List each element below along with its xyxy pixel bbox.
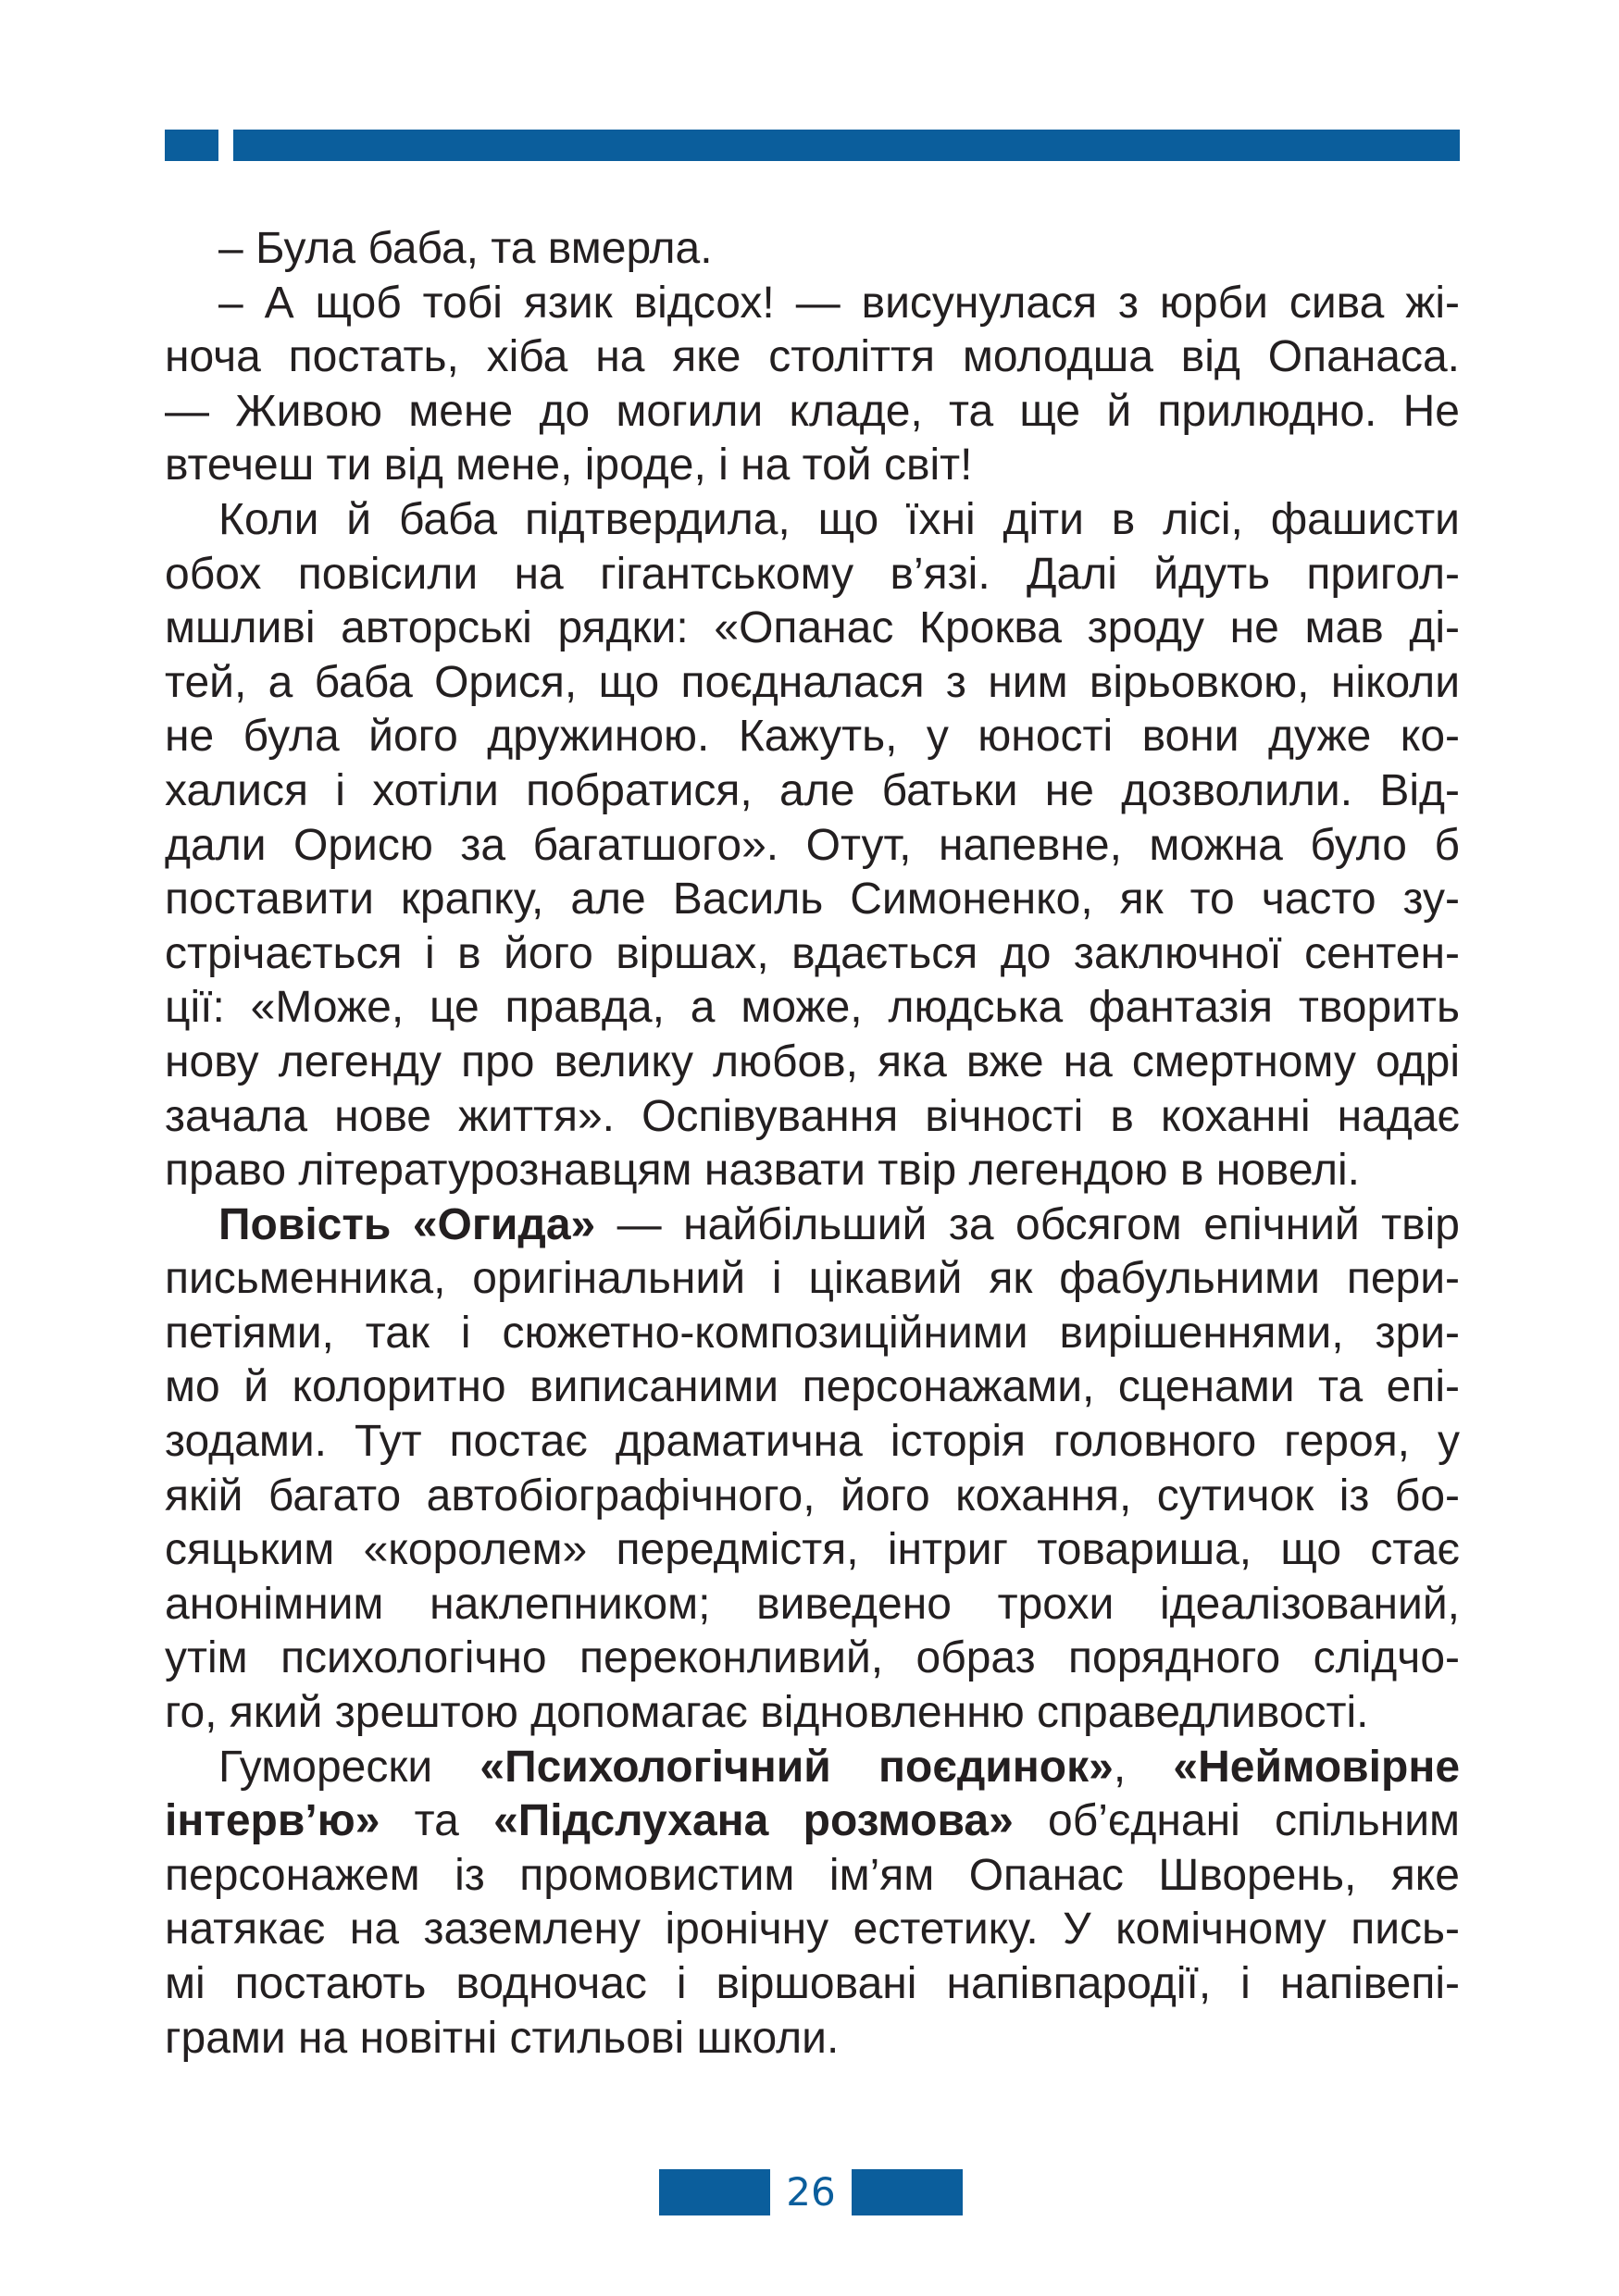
- text-segment: — найбільший за обсягом епічний твір: [595, 1199, 1460, 1249]
- text-line: [165, 819, 1460, 874]
- text-segment: об’єднані спільним: [1013, 1796, 1461, 1846]
- text-line: [165, 764, 1460, 819]
- text-line: [165, 656, 1460, 711]
- text-line: [165, 493, 1460, 548]
- text-segment: го, який зрештою допомагає відновленню справедливості.: [165, 1688, 1369, 1738]
- page-footer: [659, 2169, 963, 2215]
- bold-title: «Психологічний поєдинок»: [479, 1742, 1114, 1792]
- text-line: [165, 1198, 1460, 1253]
- text-segment: тей, а баба Орися, що поєдналася з ним вірьовкою, ніколи: [165, 657, 1460, 707]
- text-segment: сяцьким «королем» передмістя, інтриг товариша, що стає: [165, 1525, 1460, 1575]
- text-line: [165, 873, 1460, 927]
- text-segment: – А щоб тобі язик відсох! — висунулася з юрби сива жі-: [218, 278, 1460, 328]
- text-segment: якій багато автобіографічного, його кохання, сутичок із бо-: [165, 1471, 1460, 1520]
- text-line: [165, 222, 1460, 277]
- text-segment: мо й колоритно виписаними персонажами, сценами та епі-: [165, 1362, 1460, 1412]
- text-line: [165, 1470, 1460, 1524]
- text-line: [165, 330, 1460, 385]
- text-segment: – Була баба, та вмерла.: [218, 224, 713, 273]
- text-segment: — Живою мене до могили кладе, та ще й прилюдно. Не: [165, 386, 1460, 436]
- text-segment: нову легенду про велику любов, яка вже на смертному одрі: [165, 1036, 1460, 1086]
- text-line: [165, 1578, 1460, 1632]
- text-line: [165, 1036, 1460, 1090]
- text-segment: утім психологічно переконливий, образ порядного слідчо-: [165, 1633, 1460, 1683]
- header-accent-bar: [233, 130, 1460, 161]
- text-segment: дали Орисю за багатшого». Отут, напевне, можна було б: [165, 820, 1460, 870]
- text-segment: мшливі авторські рядки: «Опанас Кроква зроду не мав ді-: [165, 603, 1460, 653]
- text-segment: письменника, оригінальний і цікавий як фабульними пери-: [165, 1254, 1460, 1304]
- text-line: [165, 1523, 1460, 1578]
- text-line: [165, 548, 1460, 602]
- bold-title: Повість «Огида»: [218, 1199, 596, 1249]
- page-number: 26: [786, 2169, 836, 2215]
- bold-title: «Підслухана розмова»: [493, 1796, 1014, 1846]
- text-segment: ноча постать, хіба на яке століття молодша від Опанаса.: [165, 332, 1460, 382]
- text-segment: ції: «Може, це правда, а може, людська фантазія творить: [165, 983, 1460, 1033]
- text-segment: обох повісили на гігантському в’язі. Далі йдуть пригол-: [165, 549, 1460, 599]
- text-line: [165, 1360, 1460, 1415]
- text-line: [165, 439, 1460, 493]
- text-line: [165, 1741, 1460, 1795]
- text-segment: грами на новітні стильові школи.: [165, 2013, 840, 2063]
- text-line: [165, 277, 1460, 331]
- text-segment: халися і хотіли побратися, але батьки не дозволили. Від-: [165, 765, 1460, 815]
- text-segment: та: [380, 1796, 494, 1846]
- text-line: [165, 1794, 1460, 1849]
- text-line: [165, 1686, 1460, 1741]
- bold-title: «Неймовірне: [1173, 1742, 1461, 1792]
- text-segment: петіями, так і сюжетно-композиційними вирішеннями, зри-: [165, 1308, 1460, 1358]
- footer-accent-right: [852, 2169, 963, 2215]
- text-line: [165, 1632, 1460, 1686]
- text-line: [165, 1849, 1460, 1904]
- footer-accent-left: [659, 2169, 770, 2215]
- text-line: [165, 1307, 1460, 1361]
- text-segment: натякає на заземлену іронічну естетику. У комічному пись-: [165, 1905, 1460, 1955]
- bold-title: інтерв’ю»: [165, 1796, 380, 1846]
- text-segment: зачала нове життя». Оспівування вічності в коханні надає: [165, 1091, 1460, 1141]
- text-line: [165, 2012, 1460, 2066]
- text-segment: поставити крапку, але Василь Симоненко, як то часто зу-: [165, 875, 1460, 925]
- text-line: [165, 385, 1460, 440]
- text-line: [165, 710, 1460, 764]
- text-segment: зодами. Тут постає драматична історія головного героя, у: [165, 1417, 1460, 1467]
- text-segment: анонімним наклепником; виведено трохи ідеалізований,: [165, 1579, 1460, 1629]
- text-line: [165, 927, 1460, 982]
- text-segment: персонажем із промовистим ім’ям Опанас Шворень, яке: [165, 1850, 1460, 1900]
- text-line: [165, 981, 1460, 1036]
- text-segment: мі постають водночас і віршовані напівпародії, і напівепі-: [165, 1959, 1460, 2008]
- text-line: [165, 602, 1460, 656]
- text-segment: Гуморески: [218, 1742, 480, 1792]
- main-text: [165, 222, 1460, 2066]
- text-line: [165, 1144, 1460, 1198]
- text-line: [165, 1090, 1460, 1145]
- text-segment: ,: [1113, 1742, 1174, 1792]
- text-segment: Коли й баба підтвердила, що їхні діти в лісі, фашисти: [218, 494, 1460, 544]
- text-segment: не була його дружиною. Кажуть, у юності вони дуже ко-: [165, 712, 1460, 762]
- text-line: [165, 1415, 1460, 1470]
- text-segment: стрічається і в його віршах, вдається до заключної сентен-: [165, 928, 1460, 978]
- text-segment: втечеш ти від мене, іроде, і на той світ!: [165, 441, 973, 490]
- header-accent-small: [165, 130, 218, 161]
- text-line: [165, 1252, 1460, 1307]
- text-segment: право літературознавцям назвати твір легендою в новелі.: [165, 1146, 1360, 1196]
- text-line: [165, 1903, 1460, 1957]
- text-line: [165, 1957, 1460, 2012]
